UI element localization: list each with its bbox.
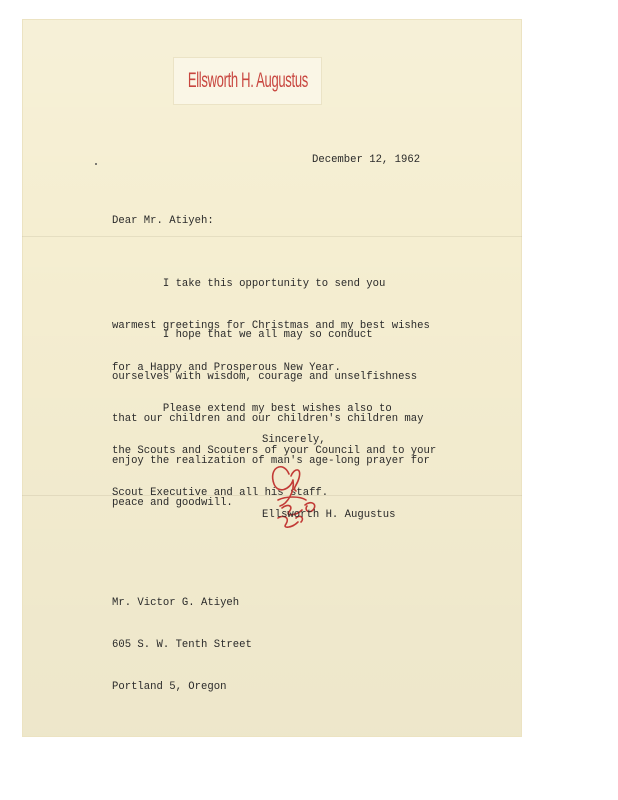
letterhead [173, 57, 322, 105]
letterhead-name: Ellsworth H. Augustus [187, 69, 308, 92]
paragraph-line: enjoy the realization of man's age-long prayer for [112, 455, 430, 467]
paragraph-line: for a Happy and Prosperous New Year. [112, 362, 341, 374]
ink-speck [95, 163, 97, 165]
fold-line-top [22, 236, 522, 237]
paragraph-line: I take this opportunity to send you [112, 278, 386, 290]
address-line: Portland 5, Oregon [112, 681, 227, 693]
paragraph-line: peace and goodwill. [112, 497, 233, 509]
closing: Sincerely, [262, 434, 326, 446]
paragraph-line: ourselves with wisdom, courage and unselfishness [112, 371, 418, 383]
signer-name: Ellsworth H. Augustus [262, 509, 396, 521]
paragraph-line: Please extend my best wishes also to [112, 403, 392, 415]
paragraph-line: that our children and our children's children may [112, 413, 424, 425]
letter-date: December 12, 1962 [312, 154, 421, 166]
paragraph-line: Scout Executive and all his staff. [112, 487, 329, 499]
paragraph-line: I hope that we all may so conduct [112, 329, 373, 341]
paragraph-line: the Scouts and Scouters of your Council and to your [112, 445, 437, 457]
address-line: Mr. Victor G. Atiyeh [112, 597, 240, 609]
paragraph-line: warmest greetings for Christmas and my best wishes [112, 320, 430, 332]
recipient-address [112, 568, 252, 708]
salutation: Dear Mr. Atiyeh: [112, 215, 214, 227]
address-line: 605 S. W. Tenth Street [112, 639, 252, 651]
